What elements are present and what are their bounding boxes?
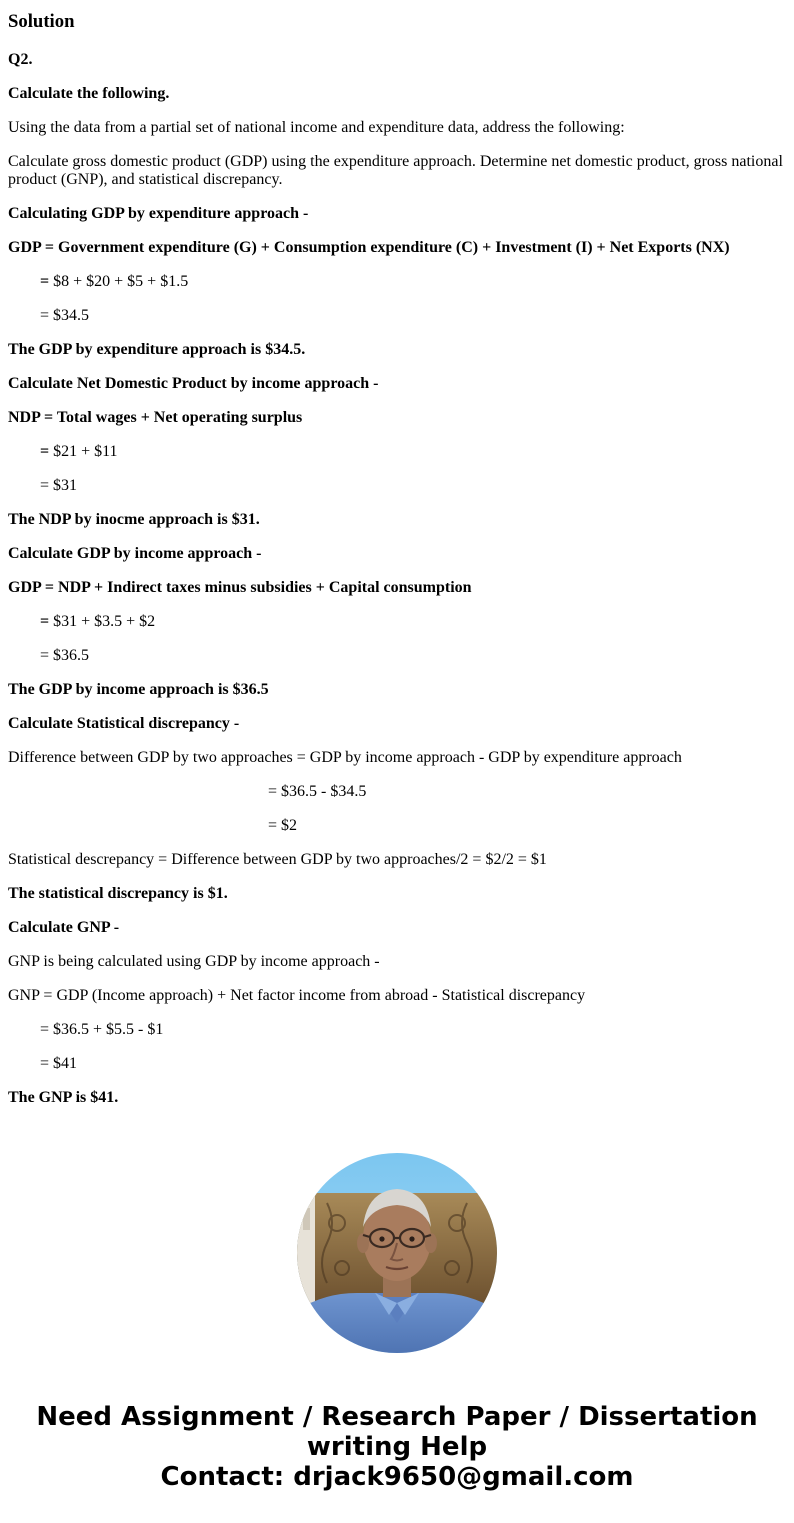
author-portrait-image: [297, 1153, 497, 1353]
promo-line-2: writing Help: [306, 1432, 488, 1462]
question-number: Q2.: [8, 51, 33, 68]
gnp-conclusion: The GNP is $41.: [8, 1089, 119, 1106]
step-values: $8 + $20 + $5 + $1.5: [49, 273, 189, 290]
gdp-expenditure-formula: GDP = Government expenditure (G) + Consumption expenditure (C) + Investment (I) + Net Exports (NX): [8, 239, 730, 256]
equals-sign: =: [40, 613, 50, 630]
gnp-formula: GNP = GDP (Income approach) + Net factor income from abroad - Statistical discrepancy: [8, 987, 586, 1004]
ndp-income-formula: NDP = Total wages + Net operating surplus: [8, 409, 303, 426]
gdp-income-heading: Calculate GDP by income approach -: [8, 545, 262, 562]
gdp-income-conclusion: The GDP by income approach is $36.5: [8, 681, 269, 698]
gnp-step2: = $41: [40, 1055, 78, 1072]
gdp-expenditure-heading: Calculating GDP by expenditure approach -: [8, 205, 309, 222]
ndp-income-conclusion: The NDP by inocme approach is $31.: [8, 511, 260, 528]
ndp-income-heading: Calculate Net Domestic Product by income approach -: [8, 375, 379, 392]
equals-sign: =: [40, 443, 50, 460]
discrepancy-formula: Statistical descrepancy = Difference between GDP by two approaches/2 = $2/2 = $1: [8, 851, 547, 868]
gdp-income-step1: [40, 613, 155, 631]
ndp-income-step1: [40, 443, 118, 461]
intro-text: Using the data from a partial set of national income and expenditure data, address the following:: [8, 119, 625, 136]
author-avatar: [297, 1153, 497, 1353]
task-text: Calculate gross domestic product (GDP) using the expenditure approach. Determine net domestic product, gross national product (GNP), and statistical discrepancy.: [8, 153, 783, 188]
discrepancy-step1: = $36.5 - $34.5: [268, 783, 367, 800]
promo-line-1: Need Assignment / Research Paper / Dissertation: [36, 1402, 758, 1432]
discrepancy-conclusion: The statistical discrepancy is $1.: [8, 885, 228, 902]
step-values: $21 + $11: [49, 443, 118, 460]
equals-sign: =: [40, 273, 50, 290]
discrepancy-difference: Difference between GDP by two approaches = GDP by income approach - GDP by expenditure approach: [8, 749, 682, 766]
gnp-note: GNP is being calculated using GDP by income approach -: [8, 953, 380, 970]
gdp-expenditure-step2: = $34.5: [40, 307, 90, 324]
discrepancy-heading: Calculate Statistical discrepancy -: [8, 715, 240, 732]
gdp-income-step2: = $36.5: [40, 647, 90, 664]
instruction-text: Calculate the following.: [8, 85, 170, 102]
gdp-expenditure-step1: [40, 273, 188, 291]
promo-contact: Contact: drjack9650@gmail.com: [160, 1462, 634, 1492]
gnp-step1: = $36.5 + $5.5 - $1: [40, 1021, 164, 1038]
gnp-heading: Calculate GNP -: [8, 919, 120, 936]
gdp-income-formula: GDP = NDP + Indirect taxes minus subsidies + Capital consumption: [8, 579, 472, 596]
page-title: Solution: [8, 11, 75, 32]
ndp-income-step2: = $31: [40, 477, 78, 494]
promo-footer: [0, 1402, 794, 1492]
gdp-expenditure-conclusion: The GDP by expenditure approach is $34.5.: [8, 341, 306, 358]
step-values: $31 + $3.5 + $2: [49, 613, 156, 630]
discrepancy-step2: = $2: [268, 817, 298, 834]
